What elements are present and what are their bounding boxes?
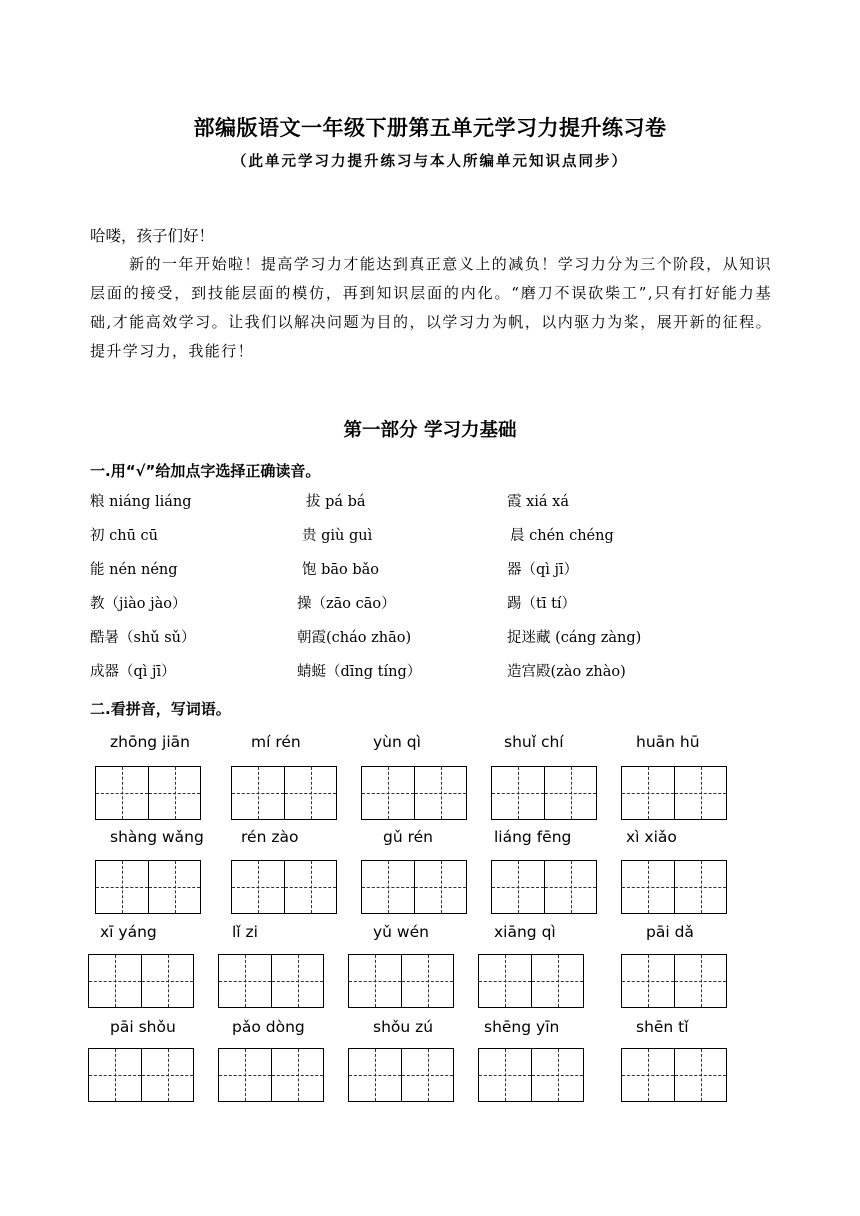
writing-grid[interactable] (621, 1048, 727, 1102)
reading-option: 成器（qì jī） (90, 664, 176, 680)
pinyin-label: pāi shǒu (110, 1018, 176, 1036)
reading-option: 朝霞(cháo zhāo) (297, 630, 412, 646)
reading-option: 霞 xiá xá (507, 494, 570, 510)
writing-grid[interactable] (218, 1048, 324, 1102)
reading-option: 晨 chén chéng (510, 528, 614, 544)
writing-grid[interactable] (95, 766, 201, 820)
pinyin-label: pāi dǎ (646, 923, 694, 941)
reading-option: 贵 giù guì (302, 528, 373, 544)
pinyin-label: shǒu zú (373, 1018, 434, 1036)
intro-paragraph: 新的一年开始啦！提高学习力才能达到真正意义上的减负！学习力分为三个阶段，从知识层面的接受，到技能层面的模仿，再到知识层面的内化。“磨刀不误砍柴工”,只有打好能力基础,才能高效学习。让我们以解决问题为目的，以学习力为帆，以内驱力为桨，展开新的征程。提升学习力，我能行！ (90, 255, 772, 360)
document-subtitle: （此单元学习力提升练习与本人所编单元知识点同步） (232, 154, 628, 170)
pinyin-label: liáng fēng (494, 828, 572, 846)
reading-option: 教（jiào jào） (90, 596, 187, 612)
writing-grid[interactable] (478, 1048, 584, 1102)
writing-grid[interactable] (361, 766, 467, 820)
pinyin-label: zhōng jiān (110, 733, 190, 751)
section-title: 第一部分 学习力基础 (343, 420, 517, 441)
writing-grid[interactable] (95, 860, 201, 914)
reading-option: 能 nén néng (90, 562, 178, 578)
writing-grid[interactable] (231, 860, 337, 914)
writing-grid[interactable] (478, 954, 584, 1008)
writing-grid[interactable] (621, 766, 727, 820)
pinyin-label: rén zào (241, 828, 299, 846)
reading-option: 酷暑（shǔ sǔ） (90, 630, 196, 646)
writing-grid[interactable] (348, 954, 454, 1008)
reading-option: 器（qì jī） (507, 562, 579, 578)
writing-grid[interactable] (491, 766, 597, 820)
reading-option: 造宫殿(zào zhào) (507, 664, 626, 680)
pinyin-label: mí rén (251, 733, 301, 751)
pinyin-label: shēn tǐ (636, 1018, 689, 1036)
pinyin-label: xì xiǎo (626, 828, 677, 846)
pinyin-label: yǔ wén (373, 923, 429, 941)
writing-grid[interactable] (621, 954, 727, 1008)
reading-option: 粮 niáng liáng (90, 494, 192, 510)
pinyin-label: gǔ rén (383, 828, 433, 846)
pinyin-label: huān hū (636, 733, 700, 751)
writing-grid[interactable] (361, 860, 467, 914)
pinyin-label: lǐ zi (232, 923, 258, 941)
writing-grid[interactable] (231, 766, 337, 820)
question-2-heading: 二.看拼音，写词语。 (90, 700, 231, 718)
writing-grid[interactable] (491, 860, 597, 914)
greeting: 哈喽，孩子们好！ (90, 227, 215, 245)
pinyin-label: xiāng qì (494, 923, 556, 941)
writing-grid[interactable] (621, 860, 727, 914)
pinyin-label: shuǐ chí (504, 733, 564, 751)
writing-grid[interactable] (218, 954, 324, 1008)
reading-option: 初 chū cū (90, 528, 158, 544)
reading-option: 蜻蜓（dīng tíng） (297, 664, 422, 680)
reading-option: 拔 pá bá (306, 494, 366, 510)
writing-grid[interactable] (348, 1048, 454, 1102)
writing-grid[interactable] (88, 954, 194, 1008)
reading-option: 操（zāo cāo） (297, 596, 396, 612)
pinyin-label: shàng wǎng (110, 828, 204, 846)
pinyin-label: xī yáng (100, 923, 157, 941)
pinyin-label: pǎo dòng (232, 1018, 305, 1036)
writing-grid[interactable] (88, 1048, 194, 1102)
reading-option: 踢（tī tí） (507, 596, 577, 612)
pinyin-label: shēng yīn (484, 1018, 560, 1036)
pinyin-label: yùn qì (373, 733, 421, 751)
reading-option: 饱 bāo bǎo (302, 562, 380, 578)
question-1-heading: 一.用“√”给加点字选择正确读音。 (90, 462, 321, 480)
reading-option: 捉迷藏 (cáng zàng) (507, 630, 642, 646)
document-title: 部编版语文一年级下册第五单元学习力提升练习卷 (193, 116, 667, 140)
